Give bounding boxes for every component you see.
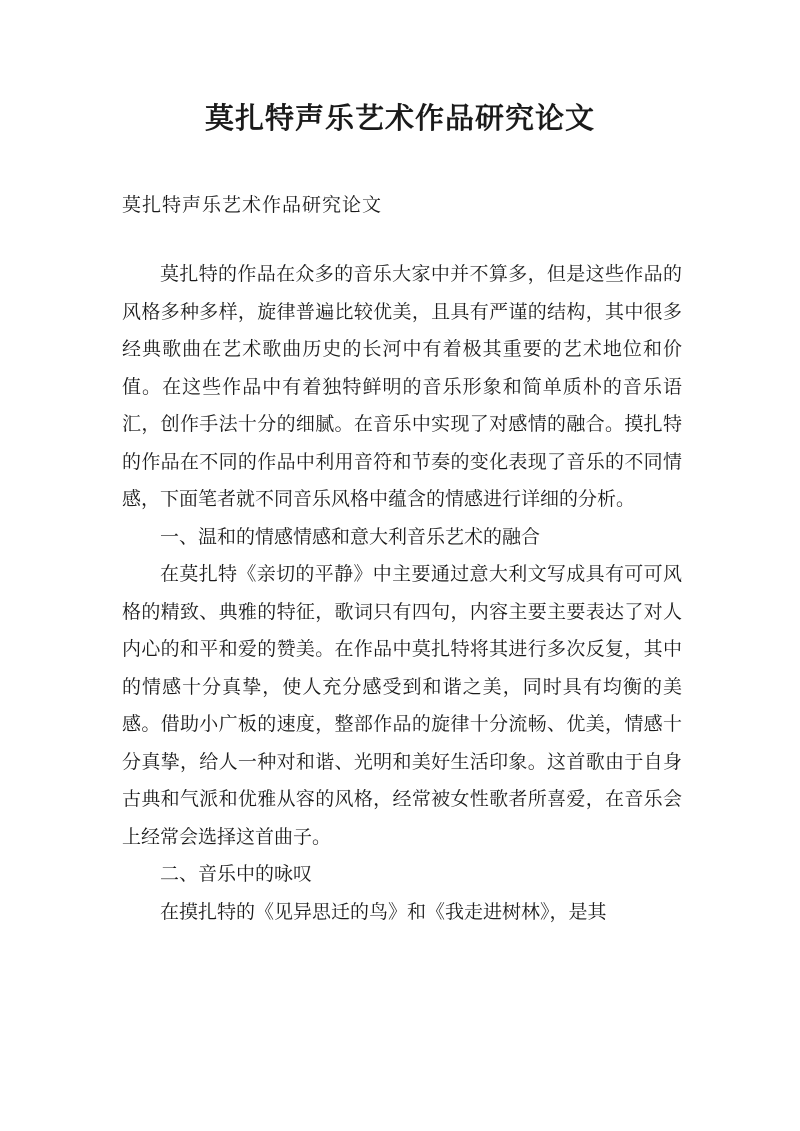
intro-paragraph: 莫扎特的作品在众多的音乐大家中并不算多，但是这些作品的风格多种多样，旋律普遍比较优美，且具有严谨的结构，其中很多经典歌曲在艺术歌曲历史的长河中有着极其重要的艺术地位和价值。在这些作品中有着独特鲜明的音乐形象和简单质朴的音乐语汇，创作手法十分的细腻。在音乐中实现了对感情的融合。摸扎特的作品在不同的作品中利用音符和节奏的变化表现了音乐的不同情感，下面笔者就不同音乐风格中蕴含的情感进行详细的分析。	[122, 263, 682, 510]
section-2-paragraph: 在摸扎特的《见异思迁的鸟》和《我走进树林》，是其	[160, 900, 607, 923]
section-heading-1: 一、温和的情感情感和意大利音乐艺术的融合	[160, 525, 541, 548]
document-body	[122, 256, 682, 931]
document-title: 莫扎特声乐艺术作品研究论文	[204, 101, 595, 135]
document-subtitle: 莫扎特声乐艺术作品研究论文	[122, 194, 383, 216]
section-1-paragraph: 在莫扎特《亲切的平静》中主要通过意大利文写成具有可可风格的精致、典雅的特征，歌词只有四句，内容主要主要表达了对人内心的和平和爱的赞美。在作品中莫扎特将其进行多次反复，其中的情感十分真挚，使人充分感受到和谐之美，同时具有均衡的美感。借助小广板的速度，整部作品的旋律十分流畅、优美，情感十分真挚，给人一种对和谐、光明和美好生活印象。这首歌由于自身古典和气派和优雅从容的风格，经常被女性歌者所喜爱，在音乐会上经常会选择这首曲子。	[122, 563, 682, 848]
section-heading-2: 二、音乐中的咏叹	[160, 863, 313, 885]
